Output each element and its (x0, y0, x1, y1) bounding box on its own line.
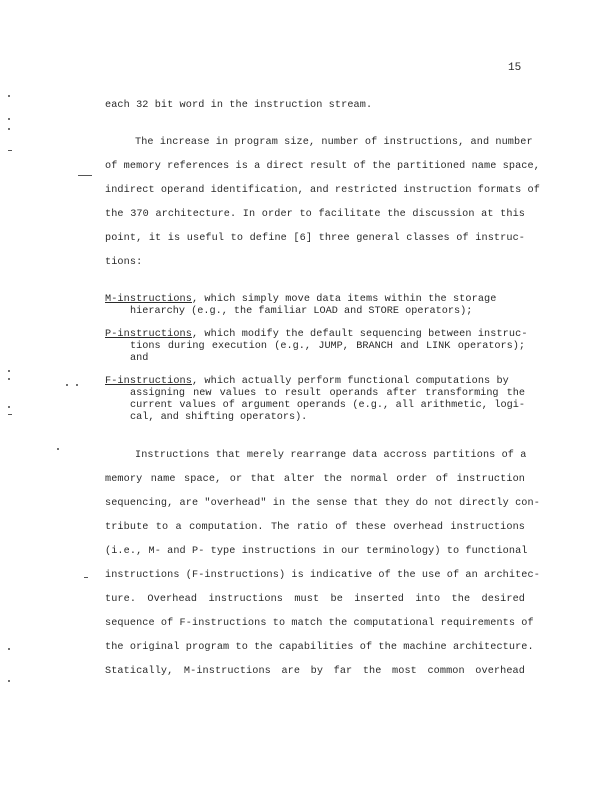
text-line: memory name space, or that alter the normal order of instruction (105, 474, 525, 485)
text-line: instructions (F-instructions) is indicative of the use of an architec- (105, 570, 540, 581)
text-line: Instructions that merely rearrange data accross partitions of a (135, 450, 527, 461)
scan-mark (78, 175, 92, 176)
term-f-instructions: F-instructions (105, 376, 192, 387)
scan-mark (8, 378, 10, 380)
scan-mark (8, 414, 12, 415)
scan-mark (66, 384, 68, 386)
scan-mark (8, 680, 10, 682)
scan-mark (8, 648, 10, 650)
scan-mark (8, 150, 12, 151)
text-line: current values of argument operands (e.g., all arithmetic, logi- (130, 400, 525, 411)
text-line: point, it is useful to define [6] three general classes of instruc- (105, 233, 525, 244)
definition-m (105, 294, 525, 305)
text-line: assigning new values to result operands after transforming the (130, 388, 525, 399)
text-line: sequence of F-instructions to match the computational requirements of (105, 618, 534, 629)
scan-mark (57, 448, 59, 450)
text-line: tribute to a computation. The ratio of these overhead instructions (105, 522, 525, 533)
text-line: sequencing, are "overhead" in the sense that they do not directly con- (105, 498, 540, 509)
text-line: the original program to the capabilities of the machine architecture. (105, 642, 534, 653)
text-line: The increase in program size, number of instructions, and number (135, 137, 533, 148)
definition-p (105, 329, 528, 340)
page-number: 15 (508, 62, 522, 74)
definition-text: , which actually perform functional computations by (192, 376, 509, 387)
text-line: of memory references is a direct result of the partitioned name space, (105, 161, 540, 172)
text-line: cal, and shifting operators). (130, 412, 308, 423)
definition-text: , which simply move data items within the storage (192, 294, 497, 305)
text-line: each 32 bit word in the instruction stream. (105, 100, 373, 111)
text-line: indirect operand identification, and restricted instruction formats of (105, 185, 540, 196)
text-line: the 370 architecture. In order to facilitate the discussion at this (105, 209, 525, 220)
text-line: and (130, 353, 149, 364)
term-m-instructions: M-instructions (105, 294, 192, 305)
scan-mark (8, 370, 10, 372)
text-line: ture. Overhead instructions must be inserted into the desired (105, 594, 525, 605)
scan-mark (76, 384, 78, 386)
definition-f (105, 376, 525, 387)
term-p-instructions: P-instructions (105, 329, 192, 340)
scan-mark (84, 577, 88, 578)
scan-mark (8, 128, 10, 130)
definition-text: , which modify the default sequencing between instruc- (192, 329, 528, 340)
scan-mark (8, 118, 10, 120)
scan-mark (8, 406, 10, 408)
text-line: tions during execution (e.g., JUMP, BRANCH and LINK operators); (130, 341, 525, 352)
text-line: Statically, M-instructions are by far the most common overhead (105, 666, 525, 677)
text-line: tions: (105, 257, 143, 268)
text-line: hierarchy (e.g., the familiar LOAD and STORE operators); (130, 306, 473, 317)
scan-mark (8, 95, 10, 97)
text-line: (i.e., M- and P- type instructions in our terminology) to functional (105, 546, 528, 557)
